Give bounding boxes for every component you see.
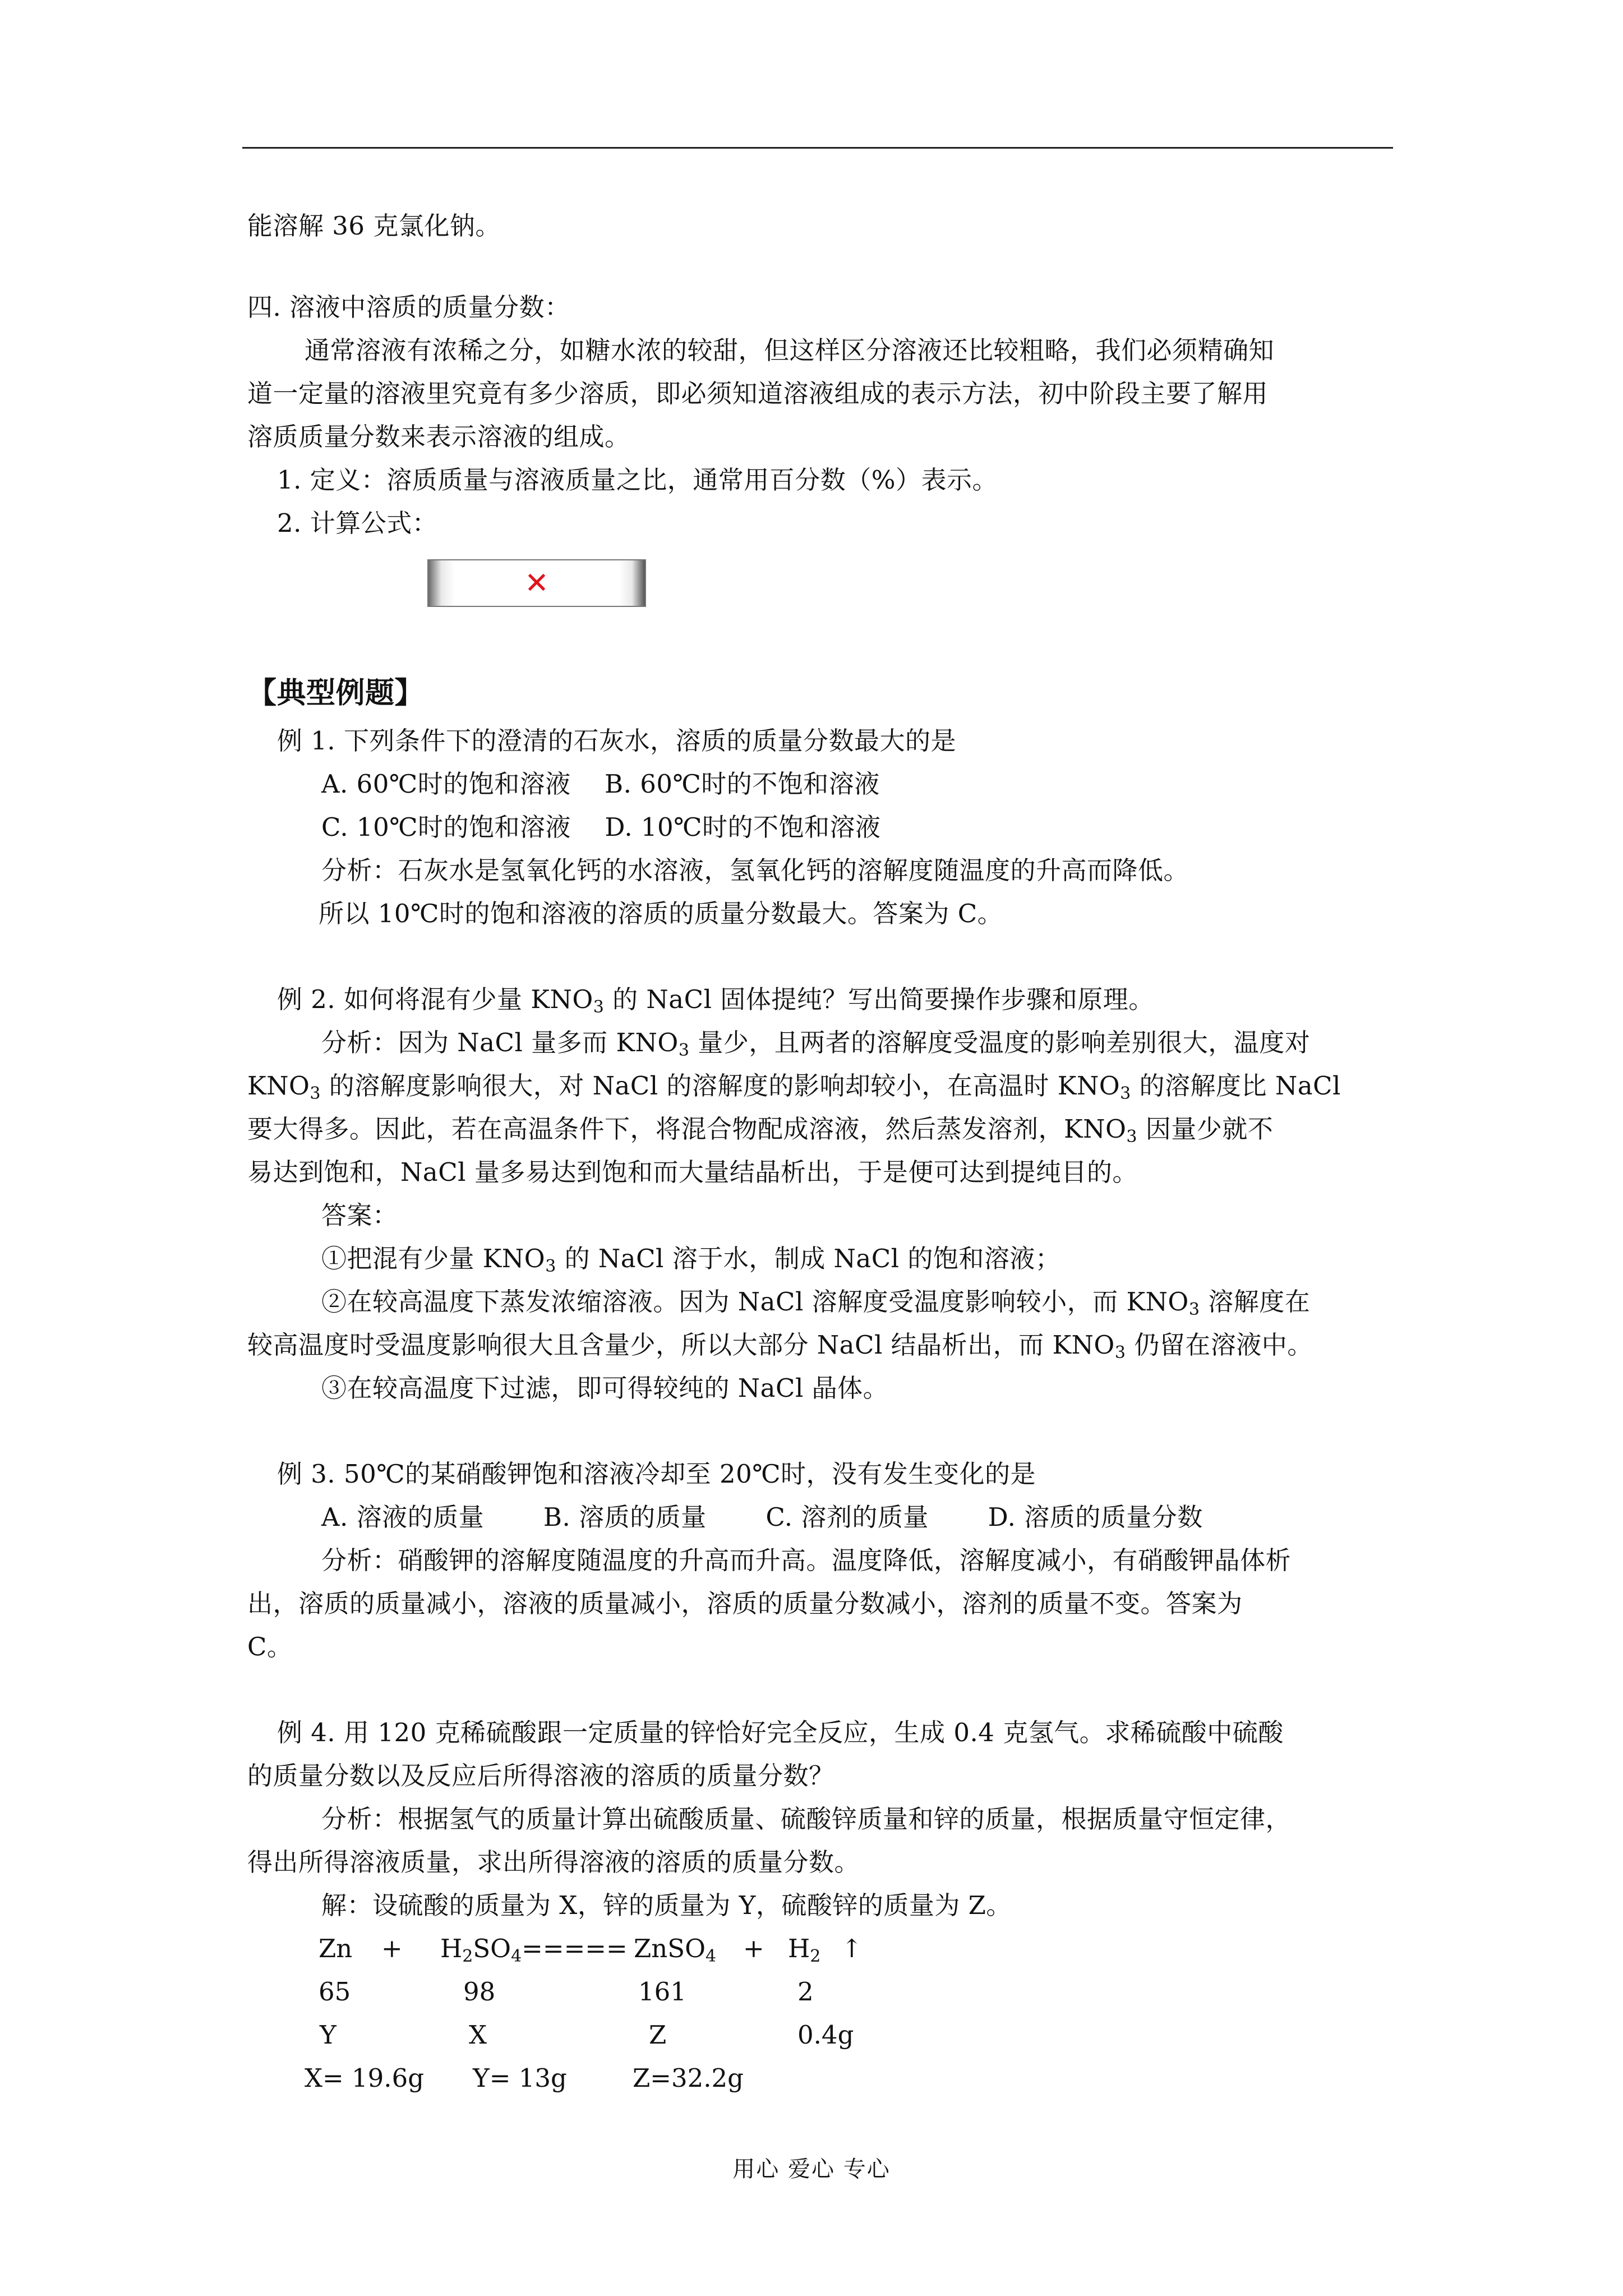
example-1-options-ab: A. 60℃时的饱和溶液 B. 60℃时的不饱和溶液 xyxy=(321,769,880,799)
text-line: 易达到饱和，NaCl 量多易达到饱和而大量结晶析出，于是便可达到提纯目的。 xyxy=(247,1157,1138,1187)
text-line: C。 xyxy=(247,1632,293,1662)
example-2-question: 例 2. 如何将混有少量 $KNO_3$ 的 NaCl 固体提纯？写出简要操作步骤和原理。 xyxy=(277,984,1154,1017)
definition-line: 1. 定义：溶质质量与溶液质量之比，通常用百分数（%）表示。 xyxy=(277,465,998,495)
text-line: $KNO_3$ 的溶解度影响很大，对 NaCl 的溶解度的影响却较小，在高温时 $KNO_3$ 的溶解度比 NaCl xyxy=(247,1071,1341,1103)
example-3-options: A. 溶液的质量 B. 溶质的质量 C. 溶剂的质量 D. 溶质的质量分数 xyxy=(321,1502,1203,1532)
section-title: 四. 溶液中溶质的质量分数： xyxy=(247,292,570,322)
text-line: 出，溶质的质量减小，溶液的质量减小，溶质的质量分数减小，溶剂的质量不变。答案为 xyxy=(247,1589,1243,1618)
up-arrow-icon: ↑ xyxy=(841,1934,863,1963)
result-y: Y= 13g xyxy=(473,2063,567,2093)
example-3-question: 例 3. 50℃的某硝酸钾饱和溶液冷却至 20℃时，没有发生变化的是 xyxy=(277,1459,1036,1489)
header-rule xyxy=(242,147,1393,149)
example-1-options-cd: C. 10℃时的饱和溶液 D. 10℃时的不饱和溶液 xyxy=(321,812,881,842)
example-4-analysis: 分析：根据氢气的质量计算出硫酸质量、硫酸锌质量和锌的质量，根据质量守恒定律， xyxy=(321,1804,1292,1834)
page-footer: 用心 爱心 专心 xyxy=(732,2156,891,2182)
eq-value: 98 xyxy=(463,1977,496,2007)
example-2-analysis: 分析：因为 NaCl 量多而 $KNO_3$ 量少，且两者的溶解度受温度的影响差别很大，温度对 xyxy=(321,1028,1311,1060)
text-line: 要大得多。因此，若在高温条件下，将混合物配成溶液，然后蒸发溶剂，$KNO_3$ 因量少就不 xyxy=(247,1114,1274,1147)
text-line: 较高温度时受温度影响很大且含量少，所以大部分 NaCl 结晶析出，而 $KNO_3$ 仍留在溶液中。 xyxy=(247,1330,1313,1363)
eq-znso4: ZnSO$_4$ xyxy=(634,1934,717,1966)
eq-value: Y xyxy=(320,2020,336,2050)
text-line: 溶质质量分数来表示溶液的组成。 xyxy=(247,422,630,452)
formula-line: 2. 计算公式： xyxy=(277,508,438,538)
eq-value: 0.4g xyxy=(797,2020,854,2050)
eq-value: 161 xyxy=(638,1977,686,2007)
eq-plus: + xyxy=(743,1934,764,1963)
example-1-answer: 所以 10℃时的饱和溶液的溶质的质量分数最大。答案为 C。 xyxy=(319,899,1003,928)
eq-zn: Zn xyxy=(319,1934,353,1963)
text-line: 的质量分数以及反应后所得溶液的溶质的质量分数？ xyxy=(247,1761,834,1791)
eq-plus: + xyxy=(381,1934,403,1963)
eq-h2so4: $H_2SO_4=====$ xyxy=(440,1934,628,1966)
example-4-question: 例 4. 用 120 克稀硫酸跟一定质量的锌恰好完全反应，生成 0.4 克氢气。求稀硫酸中硫酸 xyxy=(277,1718,1284,1747)
example-4-solution: 解：设硫酸的质量为 X，锌的质量为 Y，硫酸锌的质量为 Z。 xyxy=(321,1890,1012,1920)
answer-step-3: ③在较高温度下过滤，即可得较纯的 NaCl 晶体。 xyxy=(321,1373,889,1403)
result-x: X= 19.6g xyxy=(305,2063,425,2093)
answer-step-1: ①把混有少量 $KNO_3$ 的 NaCl 溶于水，制成 NaCl 的饱和溶液； xyxy=(321,1244,1061,1276)
answer-step-2: ②在较高温度下蒸发浓缩溶液。因为 NaCl 溶解度受温度影响较小，而 $KNO_3$ 溶解度在 xyxy=(321,1287,1311,1319)
example-1-analysis: 分析：石灰水是氢氧化钙的水溶液，氢氧化钙的溶解度随温度的升高而降低。 xyxy=(321,855,1189,885)
text-line: 通常溶液有浓稀之分，如糖水浓的较甜，但这样区分溶液还比较粗略，我们必须精确知 xyxy=(305,335,1275,365)
missing-formula-image xyxy=(427,559,646,607)
eq-h2: $H_2$ xyxy=(788,1934,821,1966)
typical-examples-heading: 【典型例题】 xyxy=(247,676,425,710)
eq-value: X xyxy=(469,2020,487,2050)
eq-value: 65 xyxy=(319,1977,351,2007)
text-line: 能溶解 36 克氯化钠。 xyxy=(247,211,501,241)
result-z: Z=32.2g xyxy=(633,2063,744,2093)
text-line: 道一定量的溶液里究竟有多少溶质，即必须知道溶液组成的表示方法，初中阶段主要了解用 xyxy=(247,379,1269,408)
example-2-answer-label: 答案： xyxy=(321,1200,398,1230)
example-1-question: 例 1. 下列条件下的澄清的石灰水，溶质的质量分数最大的是 xyxy=(277,726,957,756)
eq-value: Z xyxy=(649,2020,667,2050)
red-x-icon: ✕ xyxy=(524,566,549,600)
eq-value: 2 xyxy=(797,1977,814,2007)
text-line: 得出所得溶液质量，求出所得溶液的溶质的质量分数。 xyxy=(247,1847,860,1877)
example-3-analysis: 分析：硝酸钾的溶解度随温度的升高而升高。温度降低，溶解度减小，有硝酸钾晶体析 xyxy=(321,1545,1292,1575)
